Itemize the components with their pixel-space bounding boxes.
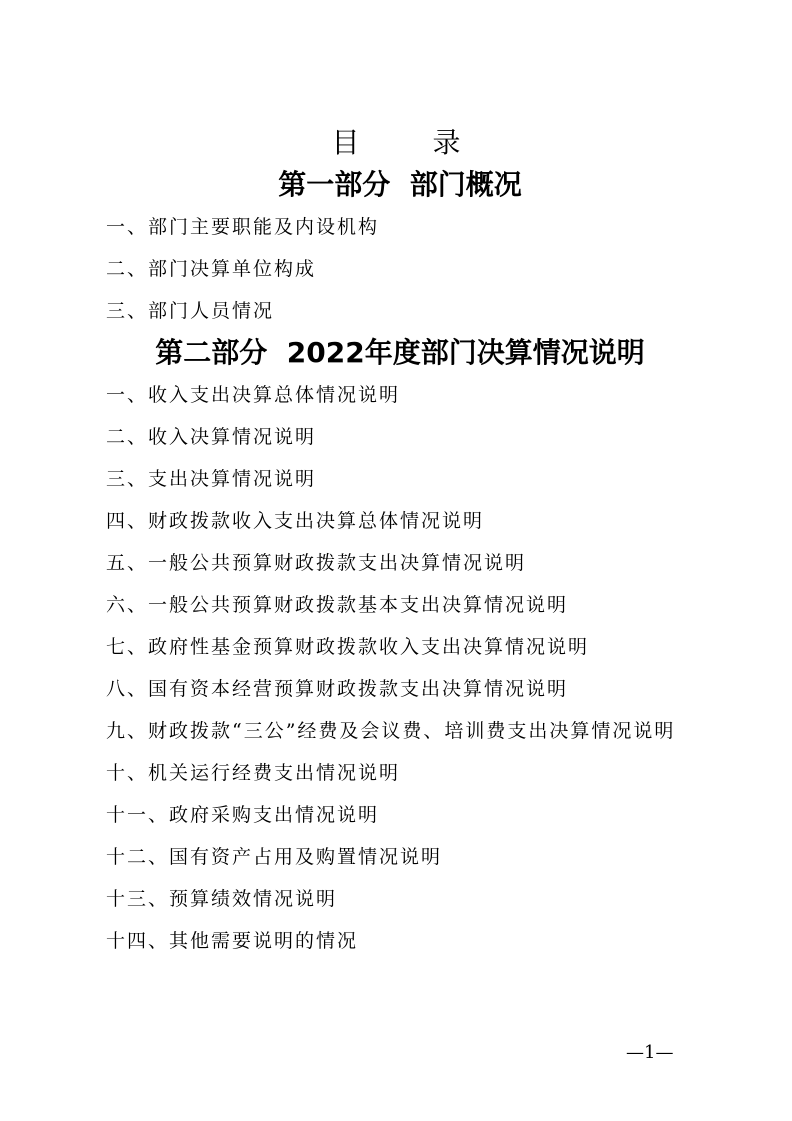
toc-item[interactable]: 十、机关运行经费支出情况说明 [106, 762, 401, 784]
toc-item[interactable]: 十一、政府采购支出情况说明 [106, 804, 380, 826]
toc-item[interactable]: 二、收入决算情况说明 [106, 426, 317, 448]
part-1-heading: 第一部分 部门概况 [278, 168, 522, 201]
part-2-heading: 第二部分 2022年度部门决算情况说明 [155, 336, 645, 369]
toc-item[interactable]: 十四、其他需要说明的情况 [106, 930, 359, 952]
toc-item[interactable]: 三、部门人员情况 [106, 300, 275, 322]
toc-item[interactable]: 九、财政拨款“三公”经费及会议费、培训费支出决算情况说明 [106, 720, 676, 742]
toc-item[interactable]: 七、政府性基金预算财政拨款收入支出决算情况说明 [106, 636, 590, 658]
toc-item[interactable]: 五、一般公共预算财政拨款支出决算情况说明 [106, 552, 527, 574]
toc-item[interactable]: 一、收入支出决算总体情况说明 [106, 384, 401, 406]
toc-item[interactable]: 四、财政拨款收入支出决算总体情况说明 [106, 510, 485, 532]
page-title: 目 录 [331, 126, 493, 159]
toc-item[interactable]: 十三、预算绩效情况说明 [106, 888, 338, 910]
page-number: —1— [626, 1042, 674, 1063]
toc-item[interactable]: 一、部门主要职能及内设机构 [106, 216, 380, 238]
toc-item[interactable]: 八、国有资本经营预算财政拨款支出决算情况说明 [106, 678, 569, 700]
toc-item[interactable]: 三、支出决算情况说明 [106, 468, 317, 490]
part-1-toc-list [106, 206, 379, 332]
toc-item[interactable]: 二、部门决算单位构成 [106, 258, 317, 280]
toc-item[interactable]: 六、一般公共预算财政拨款基本支出决算情况说明 [106, 594, 569, 616]
part-2-toc-list [106, 374, 675, 962]
toc-item[interactable]: 十二、国有资产占用及购置情况说明 [106, 846, 443, 868]
